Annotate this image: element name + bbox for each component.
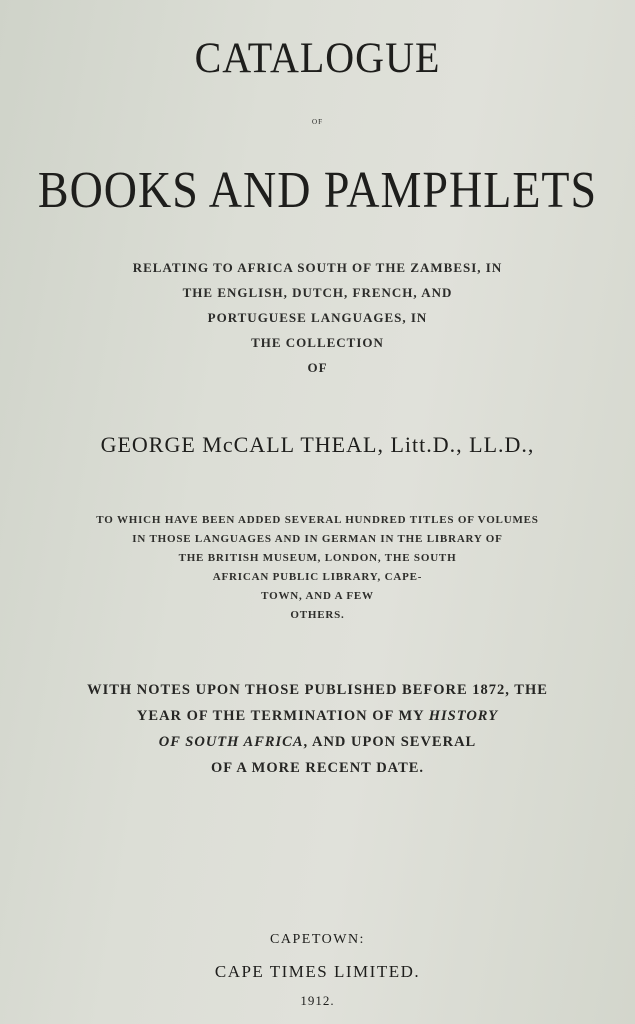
author-line: [0, 432, 635, 458]
relating-line-1: RELATING TO AFRICA SOUTH OF THE ZAMBESI, IN: [132, 260, 503, 275]
south-africa-italic: OF SOUTH AFRICA: [158, 734, 304, 750]
added-line-5: TOWN, AND A FEW: [261, 590, 374, 602]
history-italic: HISTORY: [428, 708, 499, 724]
notes-line-3: [0, 734, 635, 751]
author-degree-litt: Litt.D.,: [390, 432, 463, 457]
imprint-year: 1912.: [300, 993, 335, 1008]
catalogue-title: CATALOGUE: [194, 33, 441, 82]
author-name: GEORGE McCALL THEAL,: [100, 432, 384, 457]
author-degree-ll: LL.D.,: [469, 432, 535, 457]
relating-line-4: THE COLLECTION: [251, 335, 384, 350]
added-line-4: AFRICAN PUBLIC LIBRARY, CAPE-: [212, 571, 423, 583]
notes-line-4: OF A MORE RECENT DATE.: [210, 760, 425, 776]
added-line-6: OTHERS.: [290, 609, 345, 621]
added-line-1: TO WHICH HAVE BEEN ADDED SEVERAL HUNDRED TITLES OF VOLUMES: [96, 514, 539, 526]
notes-line-2: [0, 708, 635, 725]
of-connector: OF: [312, 118, 323, 126]
relating-line-5: OF: [307, 360, 328, 375]
imprint-place: CAPETOWN:: [270, 932, 365, 947]
books-and-pamphlets-heading: BOOKS AND PAMPHLETS: [37, 160, 598, 219]
notes-line-2-text: YEAR OF THE TERMINATION OF MY: [136, 708, 425, 724]
notes-line-3-text: , AND UPON SEVERAL: [303, 734, 477, 750]
added-line-2: IN THOSE LANGUAGES AND IN GERMAN IN THE LIBRARY OF: [132, 533, 503, 545]
notes-line-1: WITH NOTES UPON THOSE PUBLISHED BEFORE 1872, THE: [87, 682, 548, 698]
imprint-publisher: CAPE TIMES LIMITED.: [214, 962, 421, 981]
relating-line-3: PORTUGUESE LANGUAGES, IN: [207, 310, 428, 325]
added-line-3: THE BRITISH MUSEUM, LONDON, THE SOUTH: [178, 552, 457, 564]
relating-line-2: THE ENGLISH, DUTCH, FRENCH, AND: [182, 285, 453, 300]
